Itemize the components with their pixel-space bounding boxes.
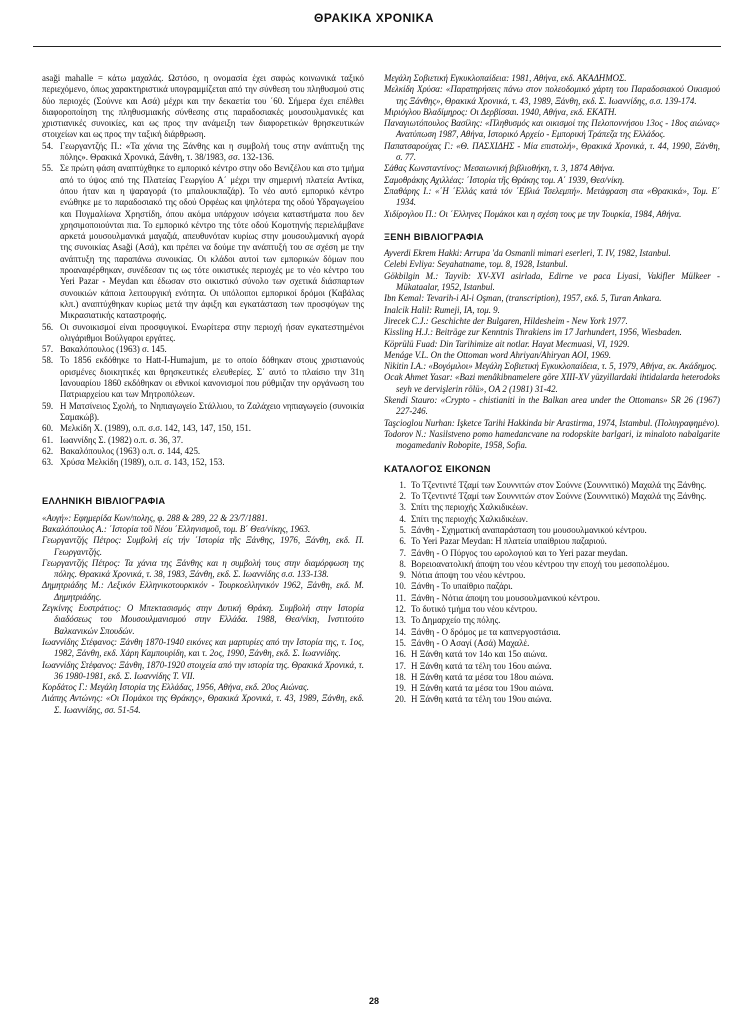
left-column xyxy=(42,73,364,716)
figure-caption xyxy=(384,536,720,547)
bibliography-entry: Ζεγκίνης Ευστράτιος: Ο Μπεκτασισμός στην Δυτική Θράκη. Συμβολή στην Ιστορία διαδόσεως του Μουσουλμανισμού στην Ελλάδα. 1988, Θεσ/νίκη, Ινστιτούτο Βαλκανικών Σπουδών. xyxy=(42,603,364,636)
figure-caption-text: Σπίτι της περιοχής Χαλκιδικέων. xyxy=(411,502,528,513)
endnote xyxy=(42,401,364,424)
endnote xyxy=(42,457,364,468)
endnote xyxy=(42,446,364,457)
figure-caption-text: Ξάνθη - Ο Πύργος του ωρολογιού και το Yeri pazar meydan. xyxy=(411,547,628,558)
figure-caption-number: 16. xyxy=(394,649,406,660)
figure-caption xyxy=(384,559,720,570)
greek-bibliography-continued xyxy=(384,73,720,220)
figure-caption xyxy=(384,649,720,660)
right-column xyxy=(384,73,720,706)
figure-caption-text: Το Τζεντιντέ Τζαμί των Σουννιτών στον Σούννε (Σουννιτικό) Μαχαλά της Ξάνθης. xyxy=(411,491,707,502)
figure-caption-text: Η Ξάνθη κατά τα τέλη του 16ου αιώνα. xyxy=(411,660,552,671)
figure-caption xyxy=(384,525,720,536)
figure-caption xyxy=(384,593,720,604)
greek-bibliography-heading: ΕΛΛΗΝΙΚΗ ΒΙΒΛΙΟΓΡΑΦΙΑ xyxy=(42,496,166,507)
figure-caption-text: Η Ξάνθη κατά τα μέσα του 19ου αιώνα. xyxy=(411,683,554,694)
bibliography-entry: Μιριόγλου Βλαδίμηρος: Οι Δερβίσσαι. 1940, Αθήνα, εκδ. ΕΚΑΤΗ. xyxy=(384,106,617,117)
figure-caption-text: Ξάνθη - Σχηματική αναπαράσταση του μουσουλμανικού κέντρου. xyxy=(411,524,647,535)
endnote-number: 59. xyxy=(42,400,54,411)
endnote xyxy=(42,141,364,164)
figure-caption xyxy=(384,672,720,683)
figure-caption-number: 6. xyxy=(399,536,406,547)
bibliography-entry: Ιωαννίδης Στέφανος: Ξάνθη 1870-1940 εικόνες και μαρτυρίες από την Ιστορία της, τ. 1ος, 1982, Ξάνθη, εκδ. Χάρη Καμπουρίδη, και τ. 2ος, 1990, Ξάνθη, εκδ. Σ. Ιωαννίδης. xyxy=(42,636,364,659)
bibliography-entry: Ocak Ahmet Yasar: «Bazi menâkibnamelere göre XIII-XV yüzyillardaki ihtidalarda heterodoks seyh ve dervişlerin rölü», OA 2 (1981) 31-42. xyxy=(384,372,720,394)
endnote-text: Χρύσα Μελκίδη (1989), ο.π. σ. 143, 152, 153. xyxy=(60,457,225,468)
bibliography-entry: «Αυγή»: Εφημερίδα Κων/πολης, φ. 288 & 289, 22 & 23/7/1881. xyxy=(42,512,268,523)
figure-caption xyxy=(384,502,720,513)
endnote-number: 61. xyxy=(42,434,54,445)
endnote-number: 60. xyxy=(42,423,54,434)
figure-caption-number: 20. xyxy=(394,694,406,705)
figure-caption-text: Το Δημαρχείο της πόλης. xyxy=(411,615,501,626)
foreign-bibliography-heading: ΞΕΝΗ ΒΙΒΛΙΟΓΡΑΦΙΑ xyxy=(384,231,484,242)
figure-caption-number: 5. xyxy=(399,524,406,535)
figure-caption-number: 15. xyxy=(394,637,406,648)
endnote-number: 57. xyxy=(42,344,54,355)
figure-caption-text: Η Ξάνθη κατά τα τέλη του 19ου αιώνα. xyxy=(411,694,552,705)
bibliography-entry: Σαμοθράκης Αχιλλέας: ΄Ιστορία τῆς Θράκης τομ. Α΄ 1939, Θεσ/νίκη. xyxy=(384,174,625,185)
figure-caption-text: Η Ξάνθη κατά τον 14ο και 15ο αιώνα. xyxy=(411,649,548,660)
bibliography-entry: Σάθας Κωνσταντίνος: Μεσαιωνική βιβλιοθήκη, τ. 3, 1874 Αθήνα. xyxy=(384,163,615,174)
endnote-number: 56. xyxy=(42,321,54,332)
bibliography-entry: Λιάπης Αντώνης: «Οι Πομάκοι της Θράκης», Θρακικά Χρονικά, τ. 43, 1989, Ξάνθη, εκδ. Σ. Ιωαννίδης, σσ. 51-54. xyxy=(42,693,364,715)
endnote-number: 58. xyxy=(42,355,54,366)
figure-caption xyxy=(384,627,720,638)
endnote-text: Το 1856 εκδόθηκε το Hatt-I-Humajum, με το οποίο δόθηκαν στους χριστιανούς ορισμένες διοικητικές και θρησκευτικές ελευθερίες. Σ΄ αυτό το πλαίσιο την 31η Ιανουαρίου 1860 εκδόθηκαν οι εθνικοί κανονισμοί που ρύθμιζαν την οργάνωση του Πατριαρχείου και των Μητροπόλεων. xyxy=(60,355,364,400)
figure-caption-number: 14. xyxy=(394,626,406,637)
figure-caption-text: Σπίτι της περιοχής Χαλκιδικέων. xyxy=(411,513,528,524)
endnote-text: Γεωργαντζής Π.: «Τα χάνια της Ξάνθης και η συμβολή τους στην ανάπτυξη της πόλης». Θρακικά Χρονικά, Ξάνθη, τ. 38/1983, σσ. 132-136. xyxy=(60,140,364,163)
bibliography-entry: Celebi Evliya: Seyahatname, τομ. 8, 1928, Istanbul. xyxy=(384,259,568,270)
figure-caption xyxy=(384,514,720,525)
bibliography-entry: Βακαλόπουλος Α.: ΄Ιστορία τοῦ Νέου ΄Ελληνισμοῦ, τομ. Β΄ Θεσ/νίκης, 1963. xyxy=(42,523,311,534)
figure-caption xyxy=(384,581,720,592)
figure-caption xyxy=(384,615,720,626)
figure-caption-number: 3. xyxy=(399,502,406,513)
journal-title: ΘΡΑΚΙΚΑ ΧΡΟΝΙΚΑ xyxy=(314,11,434,25)
figure-caption-number: 12. xyxy=(394,604,406,615)
figure-caption-text: Νότια άποψη του νέου κέντρου. xyxy=(411,570,526,581)
bibliography-entry: Taşcioglou Nurhan: Işketce Tarihi Hakkinda bir Arastirma, 1974, Istambul. (Πολυγραφημένο). xyxy=(384,417,720,428)
bibliography-entry: Ibn Kemal: Tevarih-i Al-i Oşman, (transcription), 1957, εκδ. 5, Turan Ankara. xyxy=(384,293,662,304)
bibliography-entry: Ayverdi Ekrem Hakki: Arrupa 'da Osmanli mimari eserleri, T. IV, 1982, Istanbul. xyxy=(384,248,671,259)
figure-caption xyxy=(384,491,720,502)
figure-caption xyxy=(384,683,720,694)
bibliography-entry: Μελκίδη Χρύσα: «Παρατηρήσεις πάνω στον πολεοδομικό χάρτη του Παραδοσιακού Οικισμού της Ξάνθης», Θρακικά Χρονικά, τ. 43, 1989, Ξάνθη, εκδ. Σ. Ιωαννίδης, σ.σ. 139-174. xyxy=(384,84,720,106)
figure-caption-number: 18. xyxy=(394,671,406,682)
endnote-number: 62. xyxy=(42,445,54,456)
figure-caption-text: Το Τζεντιντέ Τζαμί των Σουννιτών στον Σούννε (Σουννιτικό) Μαχαλά της Ξάνθης. xyxy=(411,479,707,490)
endnote-number: 63. xyxy=(42,457,54,468)
endnote-number: 55. xyxy=(42,163,54,174)
figure-caption-number: 2. xyxy=(399,491,406,502)
figure-caption-text: Ξάνθη - Νότια άποψη του μουσουλμανικού κέντρου. xyxy=(411,592,600,603)
figure-caption-text: Ξάνθη - Ο Ασαγί (Ασά) Μαχαλέ. xyxy=(411,637,530,648)
bibliography-entry: Παναγιωτόπουλος Βασίλης: «Πληθυσμός και οικισμοί της Πελοποννήσου 13ος - 18ος αιώνας» Ανατύπωση 1987, Αθήνα, Ιστορικό Αρχείο - Εμπορική Τράπεζα της Ελλάδος. xyxy=(384,118,720,140)
figure-caption-number: 11. xyxy=(395,592,406,603)
figures-list-heading: ΚΑΤΑΛΟΓΟΣ ΕΙΚΟΝΩΝ xyxy=(384,463,491,474)
endnote xyxy=(42,344,364,355)
figure-caption-text: Βορειοανατολική άποψη του νέου κέντρου την εποχή του μεσοπολέμου. xyxy=(411,558,670,569)
figure-caption-number: 4. xyxy=(399,513,406,524)
figure-caption-number: 10. xyxy=(394,581,406,592)
endnote-text: Μελκίδη Χ. (1989), ο.π. σ.σ. 142, 143, 147, 150, 151. xyxy=(60,423,252,434)
foreign-bibliography-list xyxy=(384,248,720,451)
bibliography-entry: Skendi Stauro: «Crypto - chistianiti in the Balkan area under the Ottomans» SR 26 (1967) 227-246. xyxy=(384,395,720,417)
page-number: 28 xyxy=(368,996,379,1006)
greek-bibliography-list xyxy=(42,513,364,716)
bibliography-entry: Jirecek C.J.: Geschichte der Bulgaren, Hildesheim - New York 1977. xyxy=(384,315,628,326)
endnote-text: Ιωαννίδης Σ. (1982) ο.π. σ. 36, 37. xyxy=(60,434,184,445)
figure-caption-text: Ξάνθη - Το υπαίθριο παζάρι. xyxy=(411,581,513,592)
bibliography-entry: Ιωαννίδης Στέφανος: Ξάνθη, 1870-1920 στοιχεία από την ιστορία της. Θρακικά Χρονικά, τ. 36 1980-1981, εκδ. Σ. Ιωαννίδης Τ. VII. xyxy=(42,659,364,681)
figure-caption xyxy=(384,604,720,615)
bibliography-entry: Köprülü Fuad: Din Tarihimize ait notlar. Hayat Mecmuasi, VI, 1929. xyxy=(384,338,630,349)
bibliography-entry: Nikitin I.A.: «Βογόμιλοι» Μεγάλη Σοβιετική Εγκυκλοπαίδεια, τ. 5, 1979, Αθήνα, εκ. Ακάδημος. xyxy=(384,361,717,372)
figure-caption-text: Ξάνθη - Ο δρόμος με τα καπνεργοστάσια. xyxy=(411,626,561,637)
endnote xyxy=(42,163,364,321)
endnote-text: Σε πρώτη φάση αναπτύχθηκε το εμπορικό κέντρο στην οδο Βενιζέλου και στο τμήμα από το ύψος από της Πλατείας Γεωργίου Α΄ μέχρι την σημερινή πλατεία Αντίκα, όπου ήταν και η ψαραγορά (το μπαλουκπαζάρ). Το νέο αυτό εμπορικό κέντρο ενώθηκε με το παραδοσιακό της οδού Ορφέως και ψηλότερα της οδού Υδραγωγείου και Πυγμαλίωνα Χρηστίδη, όπου ακόμα υπάρχουν ισόγεια καταστήματα που δεν χρησιμοποιούνται πια. Το εμπορικό κέντρο της τότε οδού Κομοτηνής περιελάμβανε αρκετά μουσουλμανικά μαγαζιά, απευθυνόταν κυρίως στην μουσουλμανική αγορά της συνοικίας Asaği (Ασά), και πρέπει να δούμε την ανάπτυξή του σε σχέση με την ανάπτυξη της παραπάνω συνοικίας. Οι κλάδοι αυτοί των εμπορικών δόμων που προαναφέρθηκαν, συνέδεσαν τις ως τότε οικιστικές περιοχές με το νέο κέντρο του Yeri Pazar - Meydan και έδωσαν στο οικιστικό σύνολο των σχετικά διάσπαρτων συνοικιών κάποια λειτουργική ενότητα. Οι υπόλοιποι εμπορικοί δρόμοι (Καβάλας κλπ.) αναπτύχθηκαν κυρίως μετά την άφιξη και εγκατάσταση των προσφύγων της Μικρασιατικής καταστροφής. xyxy=(60,163,364,321)
figure-caption xyxy=(384,661,720,672)
bibliography-entry: Σπαθάρης Ι.: «΄Η ΄Ελλάς κατά τόν ΄Εβλιά Τσελεμπή». Μετάφραση στα «Θρακικά», Τομ. Ε΄ 1934. xyxy=(384,185,720,208)
bibliography-entry: Kissling H.J.: Beiträge zur Kenntnis Thrakiens im 17 Jarhundert, 1956, Wiesbaden. xyxy=(384,327,682,338)
figure-caption-number: 1. xyxy=(399,479,406,490)
figure-caption-number: 7. xyxy=(399,547,406,558)
bibliography-entry: Κορδάτος Γ.: Μεγάλη Ιστορία της Ελλάδας, 1956, Αθήνα, εκδ. 20ος Αιώνας. xyxy=(42,682,309,693)
header-rule xyxy=(33,46,721,47)
figure-caption-number: 8. xyxy=(399,558,406,569)
endnote-text: Βακαλόπουλος (1963) σ. 145. xyxy=(60,344,167,355)
endnote-text: Βακαλόπουλος (1963) ο.π. σ. 144, 425. xyxy=(60,445,201,456)
bibliography-entry: Inalcik Halil: Rumeji, IA, τομ. 9. xyxy=(384,304,500,315)
endnote xyxy=(42,423,364,434)
bibliography-entry: Menáge V.L. On the Ottoman word Ahriyan/Ahiryan AOI, 1969. xyxy=(384,349,611,360)
endnotes-list xyxy=(42,141,364,469)
endnote-text: Οι συνοικισμοί είναι προσφυγικοί. Ενωρίτερα στην περιοχή ήσαν εγκατεστημένοι ολιγάριθμοι Βούλγαροι εργάτες. xyxy=(60,321,364,343)
figure-caption-text: Η Ξάνθη κατά τα μέσα του 18ου αιώνα. xyxy=(411,671,554,682)
figures-list xyxy=(384,480,720,706)
figure-caption-number: 19. xyxy=(394,683,406,694)
figure-caption xyxy=(384,638,720,649)
figure-caption-text: Το δυτικό τμήμα του νέου κέντρου. xyxy=(411,604,538,615)
bibliography-entry: Todorov N.: Nasilstveno pomo hamedancvane na rodopskite barlgari, iz minaloto nabalgarite mogamedaniv Robopite, 1958, Sofia. xyxy=(384,428,720,451)
figure-caption xyxy=(384,694,720,705)
figure-caption-number: 17. xyxy=(394,660,406,671)
endnote xyxy=(42,322,364,345)
bibliography-entry: Γεωργαντζής Πέτρος: Τα χάνια της Ξάνθης και η συμβολή τους στην διαμόρφωση της πόλης. Θρακικά Χρονικά, τ. 38, 1983, Ξάνθη, εκδ. Σ. Ιωαννίδης σ.σ. 133-138. xyxy=(42,557,364,580)
endnote-text: Η Ματσίνειος Σχολή, το Νηπιαγωγείο Στάλλιου, το Ζαλάχειο νηπιαγωγείο (συνοικία Σαμακώβ). xyxy=(60,400,364,422)
bibliography-entry: Gökbilgin M.: Tayvib: XV-XVI asirlada, Edirne ve paca Liyasi, Vakifler Mülkeer - Mükataalar, 1952, Istanbul. xyxy=(384,270,720,293)
bibliography-entry: Χιδίρογλου Π.: Οι ΄Ελληνες Πομάκοι και η σχέση τους με την Τουρκία, 1984, Αθήνα. xyxy=(384,208,682,219)
intro-paragraph: asaği mahalle = κάτω μαχαλάς. Ωστόσο, η ονομασία έχει σαφώς κοινωνικά ταξικό περιεχόμενο, όπως χαρακτηριστικά υπογραμμίζεται από την σύνθεση του πληθυσμού στις δύο περιοχές (Σούννε και Ασά) μέχρι και την δεκαετία του ΄60. Σήμερα έχει επέλθει διαφοροποίηση της πληθυσμιακής σύνθεσης στις παραδοσιακές μουσουλμανικές και χριστιανικές συνοικίες, και ως προς την ανάμειξη των διαφορετικών θρησκευτικών στοιχείων και ως προς την ταξική διάρθρωση. xyxy=(42,73,364,140)
figure-caption-number: 9. xyxy=(399,570,406,581)
endnote-number: 54. xyxy=(42,140,54,151)
endnote xyxy=(42,435,364,446)
figure-caption xyxy=(384,480,720,491)
bibliography-entry: Γεωργαντζής Πέτρος: Συμβολή είς τήν ΄Ιστορία τῆς Ξάνθης, 1976, Ξάνθη, εκδ. Π. Γεωργαντζής. xyxy=(42,535,364,557)
endnote xyxy=(42,355,364,400)
figure-caption-text: Το Yeri Pazar Meydan: Η πλατεία υπαίθριου παζαριού. xyxy=(411,536,607,547)
bibliography-entry: Παπατσαρούχας Γ.: «Θ. ΠΑΣΧΙΔΗΣ - Μία επιστολή», Θρακικά Χρονικά, τ. 44, 1990, Ξάνθη, σ. 77. xyxy=(384,140,720,163)
bibliography-entry: Δημητριάδης Μ.: Λεξικόν Ελληνικοτουρκικόν - Τουρκοελληνικόν 1962, Ξάνθη, εκδ. Μ. Δημητριάδης. xyxy=(42,580,364,602)
figure-caption-number: 13. xyxy=(394,615,406,626)
figure-caption xyxy=(384,570,720,581)
bibliography-entry: Μεγάλη Σοβιετική Εγκυκλοπαίδεια: 1981, Αθήνα, εκδ. ΑΚΑΔΗΜΟΣ. xyxy=(384,73,627,83)
figure-caption xyxy=(384,548,720,559)
